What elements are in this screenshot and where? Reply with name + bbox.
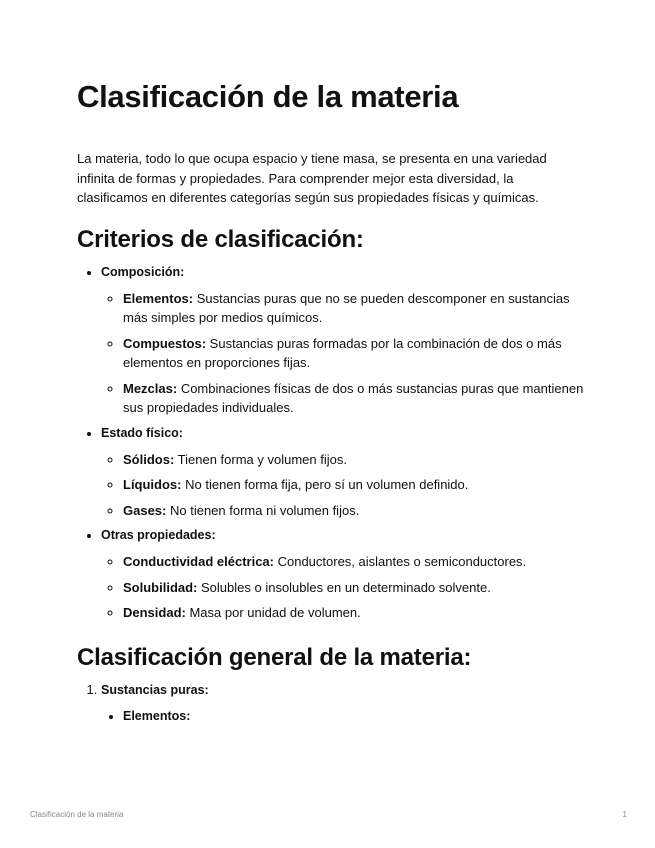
item-text: Conductores, aislantes o semiconductores.	[273, 554, 527, 569]
criteria-group-physical-state	[101, 424, 587, 521]
list-item	[123, 578, 587, 598]
intro-paragraph: La materia, todo lo que ocupa espacio y tiene masa, se presenta en una variedad infinita de formas y propiedades. Para comprender mejor esta diversidad, la clasificamos en diferentes categorías según sus propiedades físicas y químicas.	[77, 151, 547, 205]
item-text: Solubles o insolubles en un determinado solvente.	[197, 579, 491, 595]
item-term: Compuestos:	[123, 335, 207, 351]
list-item	[123, 379, 587, 418]
criteria-list	[77, 263, 587, 623]
item-term: Elementos:	[123, 290, 194, 306]
item-text: Tienen forma y volumen fijos.	[174, 451, 347, 467]
section-heading-general: Clasificación general de la materia:	[77, 643, 472, 671]
list-item	[123, 450, 587, 470]
group-label: • Composición:	[101, 264, 185, 279]
item-term: Sólidos:	[123, 451, 175, 467]
item-term: Gases:	[123, 502, 167, 518]
item-term: Mezclas:	[123, 380, 178, 396]
item-text: Combinaciones físicas de dos o más sustancias puras que mantienen sus propiedades individuales.	[123, 380, 584, 415]
item-term: Conductividad eléctrica:	[123, 554, 274, 569]
criteria-group-composition	[101, 263, 587, 418]
list-item	[123, 475, 587, 495]
item-text: No tienen forma fija, pero sí un volumen definido.	[181, 477, 469, 492]
item-text: Masa por unidad de volumen.	[185, 605, 361, 620]
sub-list	[101, 707, 587, 726]
criteria-group-other-properties	[101, 526, 587, 623]
sub-list	[101, 450, 587, 521]
item-text: Sustancias puras formadas por la combinación de dos o más elementos en proporciones fijas.	[123, 335, 562, 370]
list-item: • Elementos:	[123, 707, 587, 726]
item-text: No tienen forma ni volumen fijos.	[166, 502, 360, 518]
sub-list	[101, 552, 587, 623]
list-item	[123, 334, 587, 373]
item-text: Sustancias puras que no se pueden descomponer en sustancias más simples por medios químicos.	[123, 290, 570, 325]
item-term: Líquidos:	[123, 477, 182, 492]
list-item	[123, 603, 587, 623]
list-item	[123, 552, 587, 572]
item-term: Densidad:	[123, 605, 186, 620]
group-label: 1. Sustancias puras:	[101, 682, 209, 697]
sub-list	[101, 289, 587, 418]
document-content	[77, 78, 587, 732]
item-term: Solubilidad:	[123, 579, 198, 595]
group-label: • Otras propiedades:	[101, 528, 216, 542]
section-heading-criteria: Criterios de clasificación:	[77, 225, 364, 253]
general-classification-list	[77, 681, 587, 726]
footer-title: Clasificación de la materia	[30, 810, 124, 819]
page-title: Clasificación de la materia	[77, 79, 459, 114]
list-item	[123, 501, 587, 521]
list-item	[123, 289, 587, 328]
list-item-pure-substances	[101, 681, 587, 726]
group-label: • Estado físico:	[101, 425, 183, 440]
page-number: 1	[622, 810, 627, 819]
